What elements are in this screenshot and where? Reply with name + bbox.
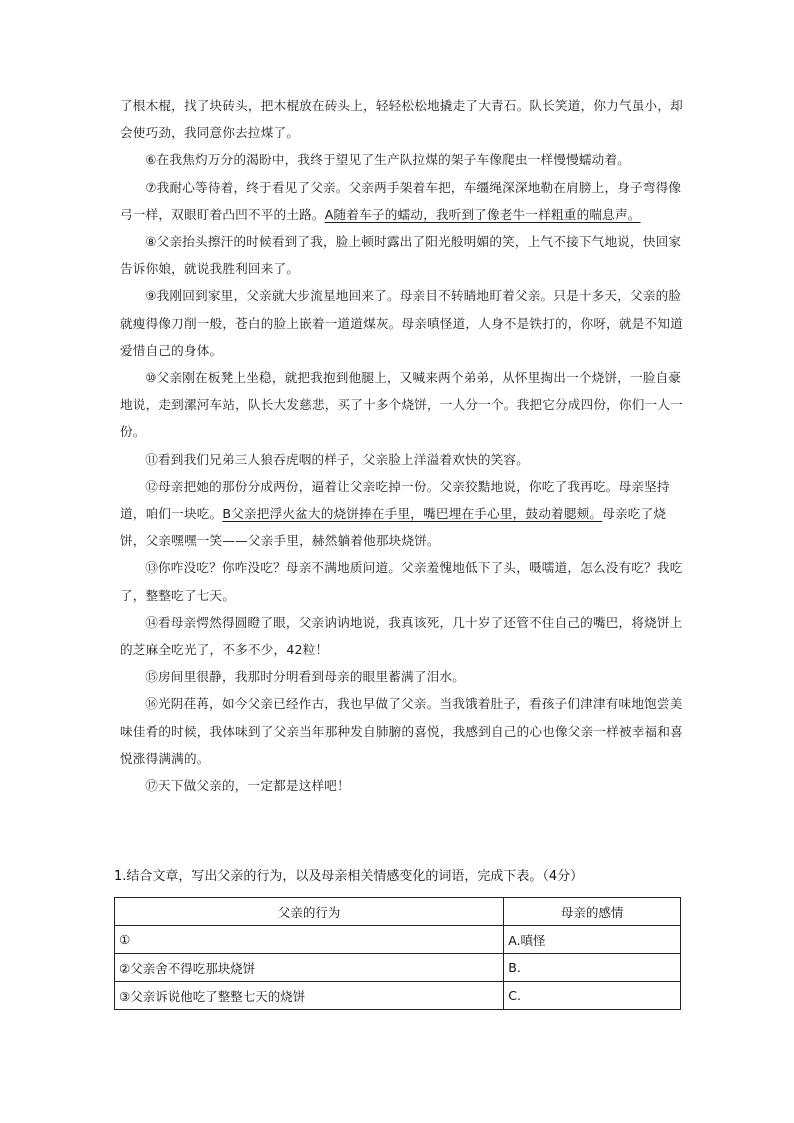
table-header-mother-feeling: 母亲的感情 [504, 898, 681, 926]
paragraph-10: ⑩父亲刚在板凳上坐稳，就把我抱到他腿上，又喊来两个弟弟，从怀里掏出一个烧饼，一脸自豪地说，走到漯河车站，队长大发慈悲，买了十多个烧饼，一人分一个。我把它分成四份，你们一人一份。 [120, 370, 683, 440]
table-row [115, 954, 681, 982]
paragraph-7 [120, 174, 685, 228]
paragraph-9: ⑨我刚回到家里，父亲就大步流星地回来了。母亲目不转睛地盯着父亲。只是十多天，父亲的脸就瘦得像刀削一般，苍白的脸上嵌着一道道煤灰。母亲嗔怪道，人身不是铁打的，你呀，就是不知道爱惜自己的身体。 [120, 288, 683, 358]
answer-table [114, 897, 681, 1010]
table-cell-behavior[interactable]: ③父亲诉说他吃了整整七天的烧饼 [115, 982, 504, 1010]
paragraph-13: ⑬你咋没吃？你咋没吃？母亲不满地质问道。父亲羞愧地低下了头，嗫嚅道，怎么没有吃？我吃了，整整吃了七天。 [120, 560, 683, 603]
paragraph-15: ⑮房间里很静，我那时分明看到母亲的眼里蓄满了泪水。 [145, 669, 466, 685]
story-text [120, 92, 685, 799]
table-cell-feeling[interactable]: B. [504, 954, 681, 982]
paragraph-8: ⑧父亲抬头擦汗的时候看到了我，脸上顿时露出了阳光般明媚的笑，上气不接下气地说，快回家告诉你娘，就说我胜利回来了。 [120, 234, 682, 277]
table-header-row [115, 898, 681, 926]
paragraph-12 [120, 473, 685, 555]
paragraph-continuation: 了根木棍，找了块砖头，把木棍放在砖头上，轻轻松松地撬走了大青石。队长笑道，你力气虽小，却会使巧劲，我同意你去拉煤了。 [120, 98, 683, 141]
paragraph-17: ⑰天下做父亲的，一定都是这样吧！ [145, 778, 350, 794]
underlined-sentence-b: B父亲把浮火盆大的烧饼捧在手里，嘴巴埋在手心里，鼓动着腮颊。 [222, 506, 603, 522]
table-row [115, 926, 681, 954]
table-row [115, 982, 681, 1010]
table-cell-behavior[interactable]: ②父亲舍不得吃那块烧饼 [115, 954, 504, 982]
paragraph-12-text-c: 母亲吃了烧饼，父亲嘿嘿一笑——父亲手里，赫然躺着他那块烧饼。 [120, 506, 667, 549]
underlined-sentence-a: A随着车子的蠕动，我听到了像老牛一样粗重的喘息声。 [324, 206, 641, 222]
paragraph-6: ⑥在我焦灼万分的渴盼中，我终于望见了生产队拉煤的架子车像爬虫一样慢慢蠕动着。 [145, 152, 631, 168]
paragraph-14: ⑭看母亲愕然得圆瞪了眼，父亲讷讷地说，我真该死，几十岁了还管不住自己的嘴巴，将烧饼上的芝麻全吃光了，不多不少，42粒！ [120, 614, 683, 658]
question-1: 1.结合文章，写出父亲的行为，以及母亲相关情感变化的词语，完成下表。（4分） [114, 869, 584, 884]
paragraph-12-text-a: ⑫母亲把她的那份分成两份，逼着让父亲吃掉一份。父亲狡黠地说，你吃了我再吃。母亲坚持道，咱们一块吃。 [120, 478, 670, 522]
paragraph-16: ⑯光阴荏苒，如今父亲已经作古，我也早做了父亲。当我饿着肚子，看孩子们津津有味地饱尝美味佳肴的时候，我体味到了父亲当年那种发自肺腑的喜悦，我感到自己的心也像父亲一样被幸福和喜悦涨得满满的。 [120, 696, 683, 766]
table-cell-behavior[interactable]: ① [115, 926, 504, 954]
paragraph-7-text: ⑦我耐心等待着，终于看见了父亲。父亲两手架着车把，车缰绳深深地勒在肩膀上，身子弯得像弓一样，双眼盯着凸凹不平的土路。 [120, 179, 682, 222]
table-header-father-behavior: 父亲的行为 [115, 898, 504, 926]
table-cell-feeling[interactable]: C. [504, 982, 681, 1010]
paragraph-11: ⑪看到我们兄弟三人狼吞虎咽的样子，父亲脸上洋溢着欢快的笑容。 [145, 451, 529, 467]
table-cell-feeling[interactable]: A.嗔怪 [504, 926, 681, 954]
